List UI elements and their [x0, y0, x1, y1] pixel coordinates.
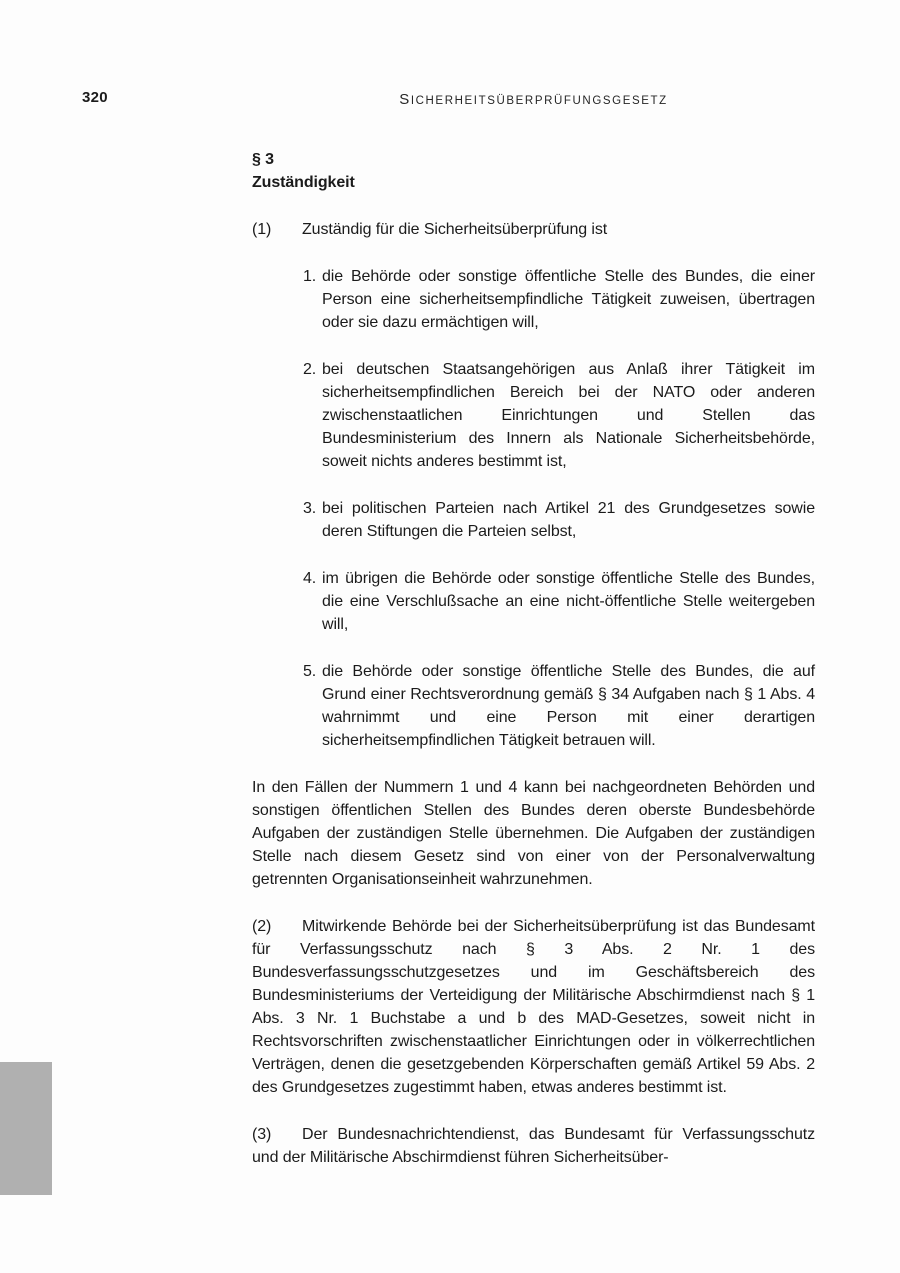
- paragraph-2: [252, 915, 815, 1099]
- paragraph-2-text: Mitwirkende Behörde bei der Sicherheitsüberprüfung ist das Bundesamt für Verfassungsschutz nach § 3 Abs. 2 Nr. 1 des Bundesverfassungsschutzgesetzes und im Geschäftsbereich des Bundesministeriums der Verteidigung der Militärische Abschirmdienst nach § 1 Abs. 3 Nr. 1 Buchstabe a und b des MAD-Gesetzes, soweit nicht in Rechtsvorschriften zwischenstaatlicher Einrichtungen oder in völkerrechtlichen Verträgen, denen die gesetzgebenden Körperschaften gemäß Artikel 59 Abs. 2 des Grundgesetzes zugestimmt haben, etwas anderes bestimmt ist.: [252, 918, 815, 1096]
- item-text: bei politischen Parteien nach Artikel 21 des Grundgesetzes sowie deren Stiftungen die Parteien selbst,: [322, 500, 815, 540]
- item-number: 3.: [303, 500, 317, 517]
- item-text: die Behörde oder sonstige öffentliche Stelle des Bundes, die einer Person eine sicherheitsempfindliche Tätigkeit zuweisen, übertragen oder sie dazu ermächtigen will,: [322, 268, 815, 331]
- text-column: [252, 148, 815, 1169]
- list-item: [303, 567, 815, 636]
- item-text: bei deutschen Staatsangehörigen aus Anlaß ihrer Tätigkeit im sicherheitsempfindlichen Bereich bei der NATO oder anderen zwischenstaatlichen Einrichtungen und Stellen das Bundesministerium des Innern als Nationale Sicherheitsbehörde, soweit nichts anderes bestimmt ist,: [322, 361, 815, 470]
- item-number: 2.: [303, 361, 317, 378]
- paragraph-1-intro: [252, 218, 815, 241]
- item-text: im übrigen die Behörde oder sonstige öffentliche Stelle des Bundes, die eine Verschlußsache an eine nicht-öffentliche Stelle weitergeben will,: [322, 570, 815, 633]
- running-header: [0, 89, 900, 111]
- list-item: [303, 660, 815, 752]
- page-number: 320: [82, 89, 108, 106]
- item-text: die Behörde oder sonstige öffentliche Stelle des Bundes, die auf Grund einer Rechtsverordnung gemäß § 34 Aufgaben nach § 1 Abs. 4 wahrnimmt und eine Person mit einer derartigen sicherheitsempfindlichen Tätigkeit betrauen will.: [322, 663, 815, 749]
- paragraph-3-text: Der Bundesnachrichtendienst, das Bundesamt für Verfassungsschutz und der Militärische Abschirmdienst führen Sicherheitsüber-: [252, 1126, 815, 1166]
- list-item: [303, 265, 815, 334]
- paragraph-1-marker: (1): [252, 221, 272, 238]
- item-number: 5.: [303, 663, 317, 680]
- list-item: [303, 358, 815, 473]
- numbered-list: [252, 265, 815, 752]
- section-number: § 3: [252, 151, 274, 168]
- item-number: 1.: [303, 268, 317, 285]
- paragraph-3: [252, 1123, 815, 1169]
- paragraph-1-intro-text: Zuständig für die Sicherheitsüberprüfung ist: [302, 221, 608, 238]
- paragraph-3-marker: (3): [252, 1126, 272, 1143]
- paragraph-2-marker: (2): [252, 918, 272, 935]
- item-number: 4.: [303, 570, 317, 587]
- section-title: Zuständigkeit: [252, 174, 355, 191]
- thumb-index-tab: [0, 1062, 52, 1195]
- list-item: [303, 497, 815, 543]
- running-title: SICHERHEITSÜBERPRÜFUNGSGESETZ: [399, 91, 668, 108]
- paragraph-1-closing: In den Fällen der Nummern 1 und 4 kann bei nachgeordneten Behörden und sonstigen öffentlichen Stellen des Bundes deren oberste Bundesbehörde Aufgaben der zuständigen Stelle übernehmen. Die Aufgaben der zuständigen Stelle nach diesem Gesetz sind von einer von der Personalverwaltung getrennten Organisationseinheit wahrzunehmen.: [252, 779, 815, 888]
